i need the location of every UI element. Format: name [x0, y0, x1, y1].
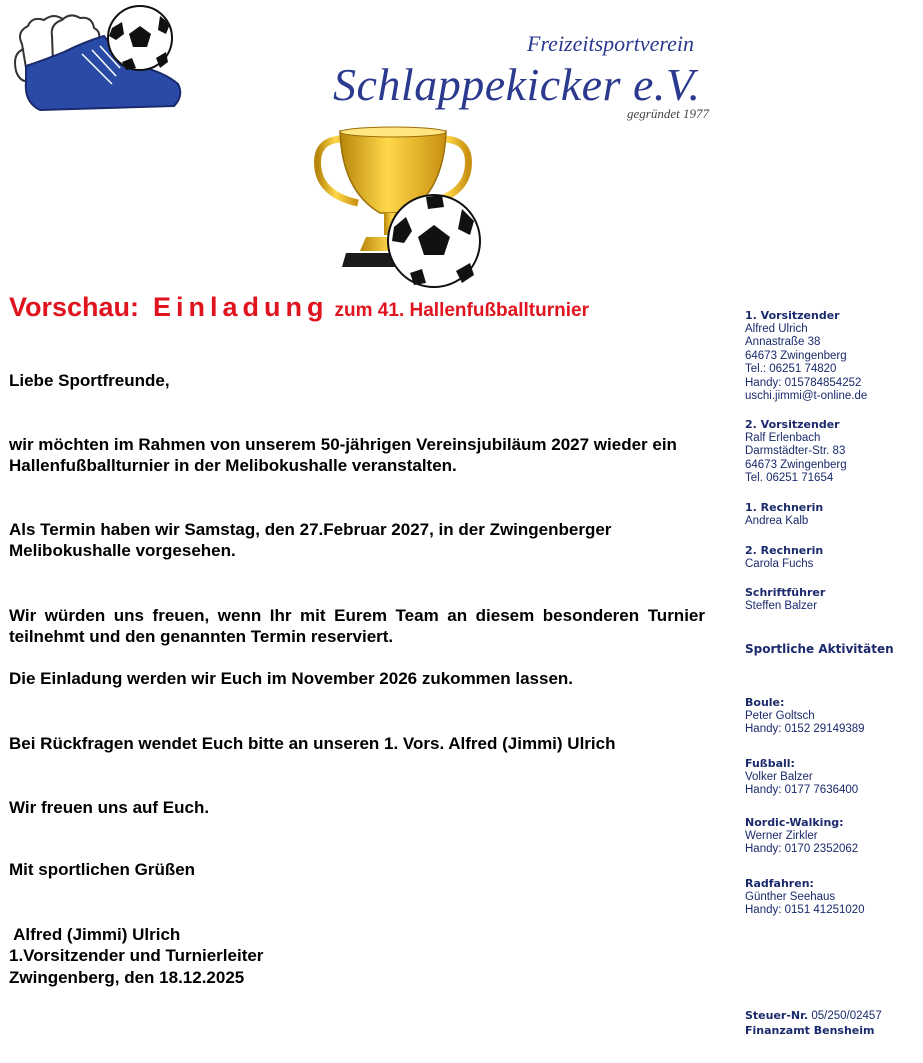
activity-title: Boule:: [745, 696, 785, 709]
club-name: Schlappekicker e.V.: [333, 59, 701, 110]
contact-city: 64673 Zwingenberg: [745, 349, 847, 362]
role-title: 2. Rechnerin: [745, 544, 824, 557]
contact-name: Volker Balzer: [745, 770, 813, 783]
contact-name: Ralf Erlenbach: [745, 431, 821, 444]
role-title: 1. Vorsitzender: [745, 309, 840, 322]
contact-street: Darmstädter-Str. 83: [745, 445, 846, 457]
contact-name: Werner Zirkler: [745, 829, 818, 842]
letter-paragraph-5: Bei Rückfragen wendet Euch bitte an unseren 1. Vors. Alfred (Jimmi) Ulrich: [9, 734, 616, 753]
invitation-headline: [9, 292, 589, 323]
contact-mobile: Handy: 0177 7636400: [745, 784, 859, 796]
contact-mobile: Handy: 0151 41251020: [745, 904, 865, 916]
headline-suffix: zum 41. Hallenfußballturnier: [334, 300, 589, 321]
contact-phone: Tel.: 06251 74820: [745, 363, 837, 375]
tax-label: Steuer-Nr.: [745, 1009, 809, 1022]
contact-name: Peter Goltsch: [745, 709, 815, 722]
signature-place-date: Zwingenberg, den 18.12.2025: [9, 968, 245, 987]
activity-football: [745, 757, 915, 798]
sidebar-second-chair: [745, 418, 915, 486]
trophy-icon: [314, 125, 486, 290]
activity-cycling: [745, 877, 915, 918]
contact-city: 64673 Zwingenberg: [745, 458, 847, 471]
contact-mobile: Handy: 015784854252: [745, 376, 862, 389]
role-title: Schriftführer: [745, 586, 826, 599]
sidebar-secretary: [745, 586, 915, 613]
role-title: 1. Rechnerin: [745, 501, 824, 514]
letter-paragraph-2: Als Termin haben wir Samstag, den 27.Februar 2027, in der Zwingenberger Melibokushalle vorgesehen.: [9, 520, 612, 560]
letter-paragraph-1: wir möchten im Rahmen von unserem 50-jährigen Vereinsjubiläum 2027 wieder ein Hallenfußballturnier in der Melibokushalle veranstalten.: [9, 435, 677, 475]
headline-prefix: Vorschau:: [9, 292, 140, 322]
role-title: 2. Vorsitzender: [745, 418, 840, 431]
contact-name: Carola Fuchs: [745, 557, 814, 570]
club-subtitle: Freizeitsportverein: [527, 31, 694, 56]
contact-name: Steffen Balzer: [745, 599, 818, 612]
contact-email: uschi.jimmi@t-online.de: [745, 390, 868, 402]
headline-invitation: Einladung: [153, 292, 329, 322]
contact-mobile: Handy: 0170 2352062: [745, 843, 859, 855]
contact-mobile: Handy: 0152 29149389: [745, 723, 865, 735]
letter-closing: Mit sportlichen Grüßen: [9, 860, 196, 879]
contact-phone: Tel. 06251 71654: [745, 472, 834, 484]
club-founded: gegründet 1977: [627, 106, 709, 121]
letter-paragraph-3: Wir würden uns freuen, wenn Ihr mit Eurem Team an diesem besonderen Turnier teilnehmt und den genannten Termin reserviert.: [9, 606, 705, 646]
activity-title: Nordic-Walking:: [745, 816, 844, 829]
contact-name: Andrea Kalb: [745, 514, 809, 527]
contact-name: Günther Seehaus: [745, 890, 836, 903]
activities-heading: Sportliche Aktivitäten: [745, 642, 894, 656]
letter-paragraph-4: Die Einladung werden wir Euch im November 2026 zukommen lassen.: [9, 669, 574, 688]
sidebar-treasurer-1: [745, 501, 915, 528]
tax-number: 05/250/02457: [808, 1010, 882, 1022]
club-logo-icon: [12, 4, 182, 126]
activity-title: Fußball:: [745, 757, 795, 770]
sidebar-first-chair: [745, 309, 915, 404]
sidebar-treasurer-2: [745, 544, 915, 571]
contact-street: Annastraße 38: [745, 336, 821, 348]
letter-paragraph-6: Wir freuen uns auf Euch.: [9, 798, 210, 817]
activity-title: Radfahren:: [745, 877, 814, 890]
tax-office: Finanzamt Bensheim: [745, 1023, 875, 1037]
tax-info: [745, 1009, 915, 1037]
signature-name: Alfred (Jimmi) Ulrich: [9, 925, 181, 944]
letter-greeting: Liebe Sportfreunde,: [9, 371, 170, 390]
contact-name: Alfred Ulrich: [745, 322, 808, 335]
activity-boule: [745, 696, 915, 737]
signature-role: 1.Vorsitzender und Turnierleiter: [9, 946, 264, 965]
activity-nordic-walking: [745, 816, 915, 857]
